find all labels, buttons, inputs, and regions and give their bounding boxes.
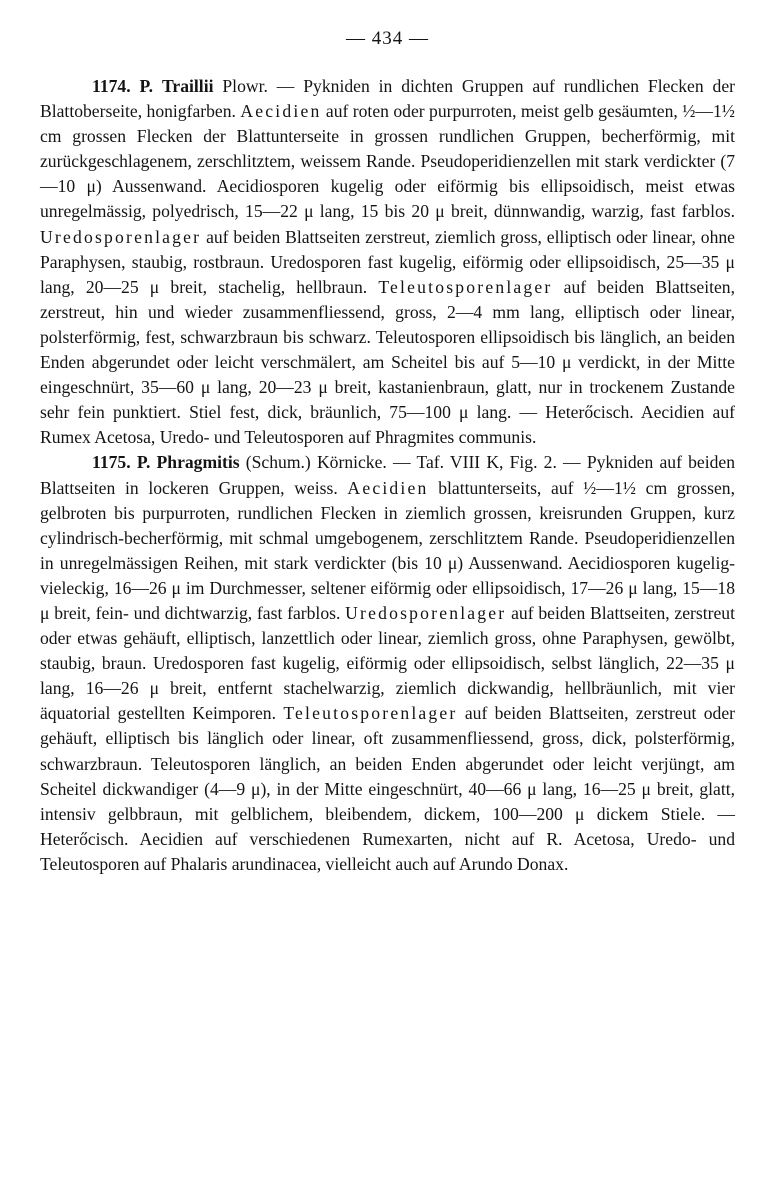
- genus-abbrev: P.: [136, 452, 151, 473]
- genus-abbrev: P.: [139, 76, 154, 96]
- entry-intro-text: (Schum.) Körnicke. — Taf. VIII K, Fig. 2. — Pykniden auf beiden Blattseiten in lockeren Gruppen, weiss.: [40, 452, 736, 498]
- aecidien-text: blattunterseits, auf ½—1½ cm grossen, gelbroten bis purpurroten, rundlichen Flecken in ziemlich grossen, kreisrunden Gruppen, kurz cylindrisch-becherförmig, mit schmal umgebogenem, zerschlitztem Rande. Pseudoperidienzellen in unregelmässigen Reihen, mit stark verdickter (bis 10 μ) Aussenwand. Aecidiosporen kugelig-vieleckig, 16—26 μ im Durchmesser, seltener eiförmig oder ellipsoidisch, 17—26 μ lang, 15—18 μ breit, fein- und dichtwarzig, fast farblos.: [40, 477, 735, 623]
- entry-number: 1175.: [92, 452, 131, 473]
- section-label-teleutosporenlager: Teleutosporenlager: [378, 276, 553, 297]
- entry-paragraph: [40, 450, 735, 877]
- aecidien-text: auf roten oder purpurroten, meist gelb gesäumten, ½—1½ cm grossen Flecken der Blattunterseite in grossen rundlichen Gruppen, becherförmig, mit zurückgeschlagenem, zerschlitztem, weissem Rande. Pseudoperidienzellen mit stark verdickter (7—10 μ) Aussenwand. Aecidiosporen kugelig oder eiförmig bis ellipsoidisch, meist etwas unregelmässig, polyedrisch, 15—22 μ lang, 15 bis 20 μ breit, dünnwandig, warzig, fast farblos.: [40, 101, 735, 222]
- teleutosporenlager-text: auf beiden Blattseiten, zerstreut oder gehäuft, elliptisch bis länglich oder linear, oft zusammenfliessend, gross, dick, polsterförmig, schwarzbraun. Teleutosporen länglich, an beiden Enden abgerundet oder leicht verjüngt, am Scheitel dickwandiger (4—9 μ), in der Mitte eingeschnürt, 40—66 μ lang, 16—25 μ breit, glatt, intensiv gelbbraun, mit gelblichem, bleibendem, dickem, 100—200 μ dickem Stiele. — Heterőcisch. Aecidien auf verschiedenen Rumexarten, nicht auf R. Acetosa, Uredo- und Teleutosporen auf Phalaris arundinacea, vielleicht auch auf Arundo Donax.: [40, 703, 735, 874]
- entry-number: 1174.: [92, 76, 131, 96]
- entry-1175: [40, 450, 735, 877]
- page-number: — 434 —: [346, 28, 429, 49]
- section-label-aecidien: Aecidien: [347, 477, 429, 498]
- section-label-aecidien: Aecidien: [240, 101, 322, 122]
- section-label-uredosporenlager: Uredosporenlager: [345, 602, 507, 623]
- species-name: Traillii: [162, 76, 214, 96]
- teleutosporenlager-text: auf beiden Blattseiten, zerstreut, hin und wieder zusammenfliessend, gross, 2—4 mm lang, elliptisch oder linear, polsterförmig, fest, schwarzbraun bis schwarz. Teleutosporen ellipsoidisch bis länglich, an beiden Enden abgerundet oder leicht verschmälert, am Scheitel bis auf 5—10 μ verdickt, in der Mitte eingeschnürt, 35—60 μ lang, 20—23 μ breit, kastanienbraun, glatt, nur in trockenem Zustande sehr fein punktiert. Stiel fest, dick, bräunlich, 75—100 μ lang. — Heterőcisch. Aecidien auf Rumex Acetosa, Uredo- und Teleutosporen auf Phragmites communis.: [40, 276, 736, 448]
- entry-1174: [40, 74, 735, 450]
- entry-intro-text: Plowr. — Pykniden in dichten Gruppen auf rundlichen Flecken der Blattoberseite, honigfarben.: [40, 76, 735, 122]
- section-label-teleutosporenlager: Teleutosporenlager: [283, 703, 458, 724]
- uredosporenlager-text: auf beiden Blattseiten, zerstreut oder etwas gehäuft, elliptisch, lanzettlich oder linear, ziemlich gross, ohne Paraphysen, gewölbt, staubig, braun. Uredosporen fast kugelig, eiförmig oder ellipsoidisch, selbst länglich, 22—35 μ lang, 16—26 μ breit, entfernt stachelwarzig, ziemlich dickwandig, hellbräunlich, mit vier äquatorial gestellten Keimporen.: [40, 602, 735, 724]
- uredosporenlager-text: auf beiden Blattseiten zerstreut, ziemlich gross, elliptisch oder linear, ohne Paraphysen, staubig, rostbraun. Uredosporen fast kugelig, eiförmig oder ellipsoidisch, 25—35 μ lang, 20—25 μ breit, stachelig, hellbraun.: [40, 226, 735, 297]
- section-label-uredosporenlager: Uredosporenlager: [40, 226, 202, 247]
- entry-paragraph: [40, 74, 735, 450]
- species-name: Phragmitis: [156, 452, 240, 473]
